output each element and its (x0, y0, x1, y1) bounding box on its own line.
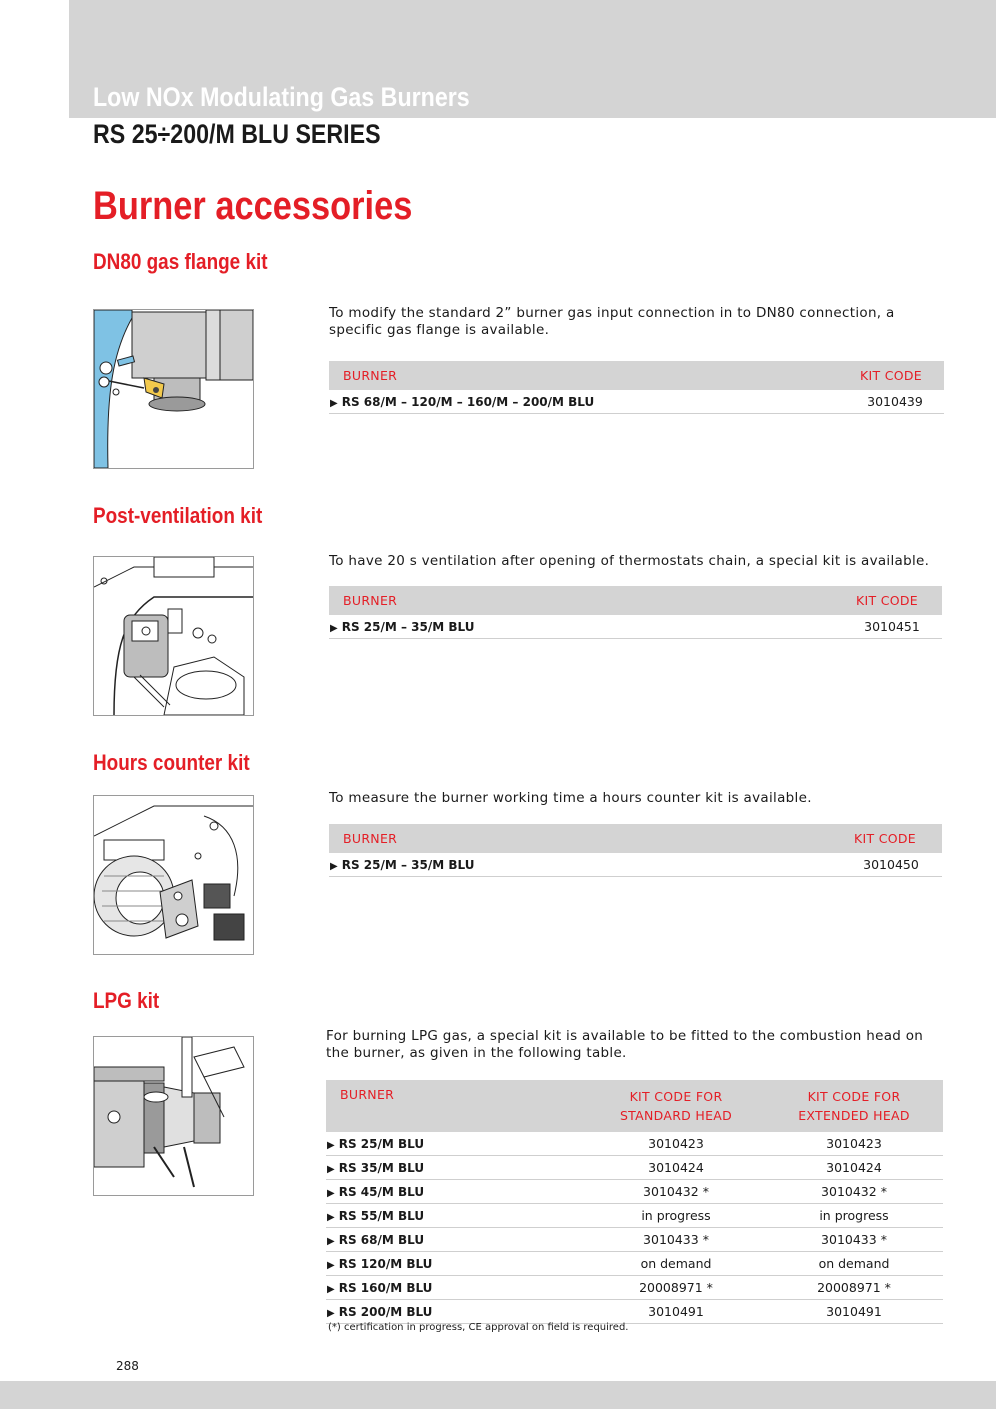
section-title-dn80: DN80 gas flange kit (93, 249, 268, 274)
row-marker-icon: ▶ (327, 1163, 335, 1175)
row-marker-icon: ▶ (327, 1283, 335, 1295)
series-title: Low NOx Modulating Gas Burners (93, 82, 470, 112)
burner-cell: ▶ RS 25/M – 35/M BLU (329, 853, 840, 877)
row-marker-icon: ▶ (327, 1211, 335, 1223)
series-subtitle: RS 25÷200/M BLU SERIES (93, 119, 381, 149)
burner-cell: ▶ RS 25/M BLU (326, 1132, 587, 1156)
post-ventilation-illustration (93, 556, 254, 716)
table-row (329, 853, 942, 877)
extended-code-cell: 3010424 (765, 1156, 943, 1180)
col-burner: BURNER (326, 1080, 587, 1132)
burner-cell: ▶ RS 45/M BLU (326, 1180, 587, 1204)
col-kit-code-extended-head: KIT CODE FOR EXTENDED HEAD (765, 1080, 943, 1132)
row-marker-icon: ▶ (327, 1187, 335, 1199)
table-row (326, 1228, 943, 1252)
standard-code-cell: 3010432 * (587, 1180, 765, 1204)
table-row (326, 1276, 943, 1300)
standard-code-cell: 3010424 (587, 1156, 765, 1180)
burner-cell: ▶ RS 55/M BLU (326, 1204, 587, 1228)
standard-code-cell: in progress (587, 1204, 765, 1228)
extended-code-cell: 3010423 (765, 1132, 943, 1156)
hours-counter-kit-table (329, 824, 942, 877)
extended-code-cell: 3010491 (765, 1300, 943, 1324)
footer-band (0, 1381, 996, 1409)
hours-counter-illustration (93, 795, 254, 955)
burner-cell: ▶ RS 25/M – 35/M BLU (329, 615, 842, 639)
extended-code-cell: 3010433 * (765, 1228, 943, 1252)
post-ventilation-description: To have 20 s ventilation after opening of thermostats chain, a special kit is available. (329, 553, 930, 569)
burner-cell: ▶ RS 35/M BLU (326, 1156, 587, 1180)
page-number: 288 (116, 1359, 139, 1373)
standard-code-cell: 20008971 * (587, 1276, 765, 1300)
kit-code-cell: 3010439 (846, 390, 944, 414)
dn80-flange-drawing (94, 310, 253, 468)
standard-code-cell: on demand (587, 1252, 765, 1276)
lpg-rows (326, 1132, 943, 1324)
dn80-description: To modify the standard 2” burner gas input connection in to DN80 connection, a specific gas flange is available. (329, 305, 895, 338)
standard-code-cell: 3010433 * (587, 1228, 765, 1252)
col-kit-code: KIT CODE (846, 361, 944, 390)
dn80-kit-table (329, 361, 944, 414)
hours-counter-drawing (94, 796, 253, 954)
burner-cell: ▶ RS 160/M BLU (326, 1276, 587, 1300)
row-marker-icon: ▶ (330, 622, 338, 634)
col-kit-code: KIT CODE (842, 586, 942, 615)
burner-cell: ▶ RS 120/M BLU (326, 1252, 587, 1276)
row-marker-icon: ▶ (330, 397, 338, 409)
lpg-illustration (93, 1036, 254, 1196)
row-marker-icon: ▶ (327, 1259, 335, 1271)
col-burner: BURNER (329, 361, 846, 390)
burner-cell: ▶ RS 200/M BLU (326, 1300, 587, 1324)
table-row (326, 1180, 943, 1204)
table-row (326, 1156, 943, 1180)
standard-code-cell: 3010491 (587, 1300, 765, 1324)
section-title-hours-counter: Hours counter kit (93, 750, 250, 775)
lpg-footnote: (*) certification in progress, CE approval on field is required. (328, 1322, 629, 1333)
hours-counter-description: To measure the burner working time a hours counter kit is available. (329, 790, 812, 806)
post-ventilation-drawing (94, 557, 253, 715)
table-row (326, 1204, 943, 1228)
post-ventilation-kit-table (329, 586, 942, 639)
extended-code-cell: on demand (765, 1252, 943, 1276)
row-marker-icon: ▶ (330, 860, 338, 872)
table-row (326, 1300, 943, 1324)
extended-code-cell: 20008971 * (765, 1276, 943, 1300)
standard-code-cell: 3010423 (587, 1132, 765, 1156)
section-title-post-ventilation: Post-ventilation kit (93, 503, 263, 528)
dn80-flange-illustration (93, 309, 254, 469)
kit-code-cell: 3010450 (840, 853, 942, 877)
extended-code-cell: in progress (765, 1204, 943, 1228)
row-marker-icon: ▶ (327, 1139, 335, 1151)
section-title-lpg: LPG kit (93, 988, 160, 1013)
page-heading: Burner accessories (93, 184, 413, 228)
table-row (326, 1252, 943, 1276)
table-row (329, 390, 944, 414)
col-kit-code-standard-head: KIT CODE FOR STANDARD HEAD (587, 1080, 765, 1132)
lpg-kit-table (326, 1080, 943, 1324)
table-row (329, 615, 942, 639)
lpg-description: For burning LPG gas, a special kit is available to be fitted to the combustion head on the burner, as given in the following table. (326, 1028, 924, 1061)
burner-cell: ▶ RS 68/M BLU (326, 1228, 587, 1252)
extended-code-cell: 3010432 * (765, 1180, 943, 1204)
col-kit-code: KIT CODE (840, 824, 942, 853)
col-burner: BURNER (329, 824, 840, 853)
table-row (326, 1132, 943, 1156)
row-marker-icon: ▶ (327, 1307, 335, 1319)
burner-cell: ▶ RS 68/M – 120/M – 160/M – 200/M BLU (329, 390, 846, 414)
lpg-drawing (94, 1037, 253, 1195)
row-marker-icon: ▶ (327, 1235, 335, 1247)
kit-code-cell: 3010451 (842, 615, 942, 639)
col-burner: BURNER (329, 586, 842, 615)
